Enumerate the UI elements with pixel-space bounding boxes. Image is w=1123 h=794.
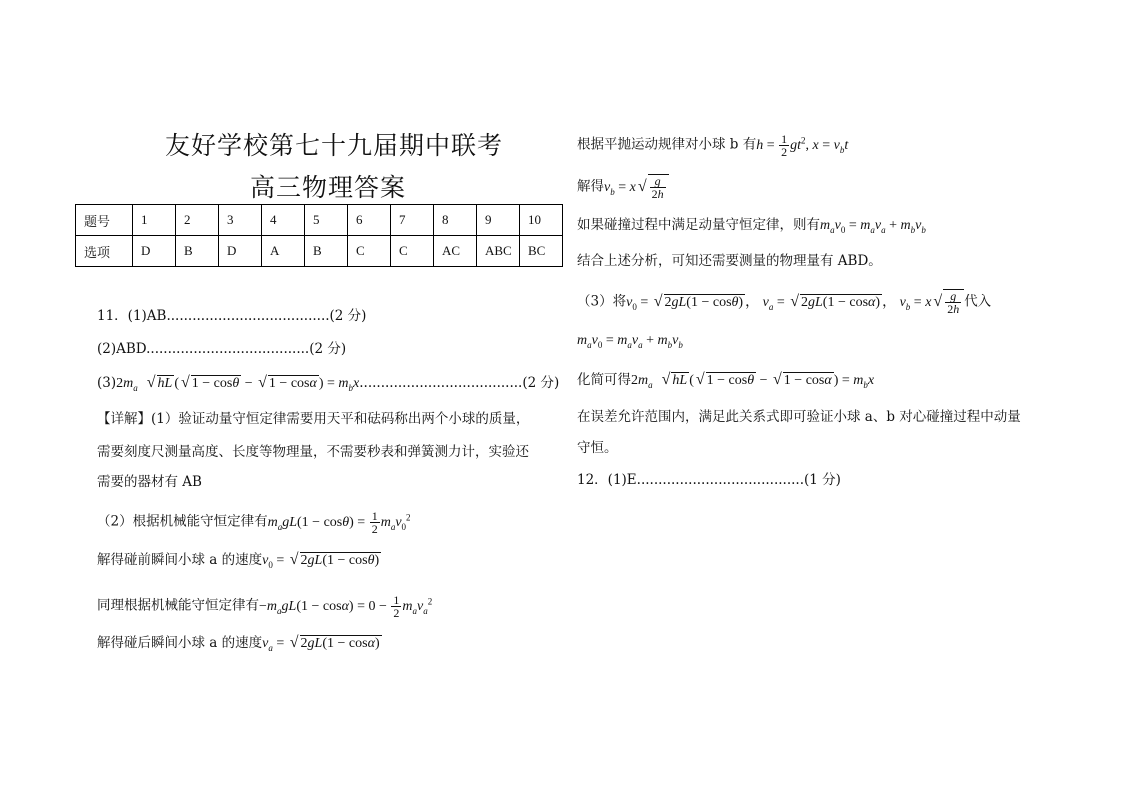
table-cell: 4 — [262, 205, 305, 236]
momentum-formula: $m_av_0 = m_av_a + m_bv_b$ — [820, 218, 926, 235]
va-prefix: 解得碰后瞬间小球 a 的速度 — [97, 635, 263, 651]
detail-line-3: 需要的器材有 AB — [97, 474, 202, 490]
error-line-2: 守恒。 — [577, 440, 618, 456]
table-cell: D — [133, 236, 176, 267]
table-cell: 5 — [305, 205, 348, 236]
vb-formula: $v_b = x$ √ $\frac{g}{2h}$ — [604, 180, 669, 195]
table-cell: 7 — [391, 205, 434, 236]
momentum-prefix: 如果碰撞过程中满足动量守恒定律，则有 — [577, 217, 820, 233]
table-cell: BC — [520, 236, 563, 267]
table-cell: D — [219, 236, 262, 267]
table-cell: 3 — [219, 205, 262, 236]
v0-line — [97, 551, 381, 574]
q12-part1: 12．(1)E.......................................(1 分) — [577, 472, 841, 488]
table-cell: C — [348, 236, 391, 267]
substitute-prefix: （3）将 — [577, 293, 627, 310]
q11-part3-prefix: (3) — [97, 375, 117, 391]
table-cell: 8 — [434, 205, 477, 236]
table-cell: C — [391, 236, 434, 267]
table-header-cell: 选项 — [76, 236, 133, 267]
table-cell: B — [176, 236, 219, 267]
table-cell: ABC — [477, 236, 520, 267]
detail-part2 — [97, 508, 411, 535]
energy-after-formula: $-m_agL(1 - \cos\alpha) = 0$ − $\frac{1}{2}$ $m_av_a^2$ — [259, 592, 433, 620]
vb-prefix: 解得 — [577, 178, 604, 195]
page-subtitle: 高三物理答案 — [250, 173, 407, 202]
table-cell: AC — [434, 236, 477, 267]
table-row-answers — [76, 236, 563, 267]
q11-part2: (2)ABD......................................(2 分) — [97, 341, 347, 357]
table-cell: 2 — [176, 205, 219, 236]
q11-part3 — [97, 374, 559, 397]
table-cell: 1 — [133, 205, 176, 236]
detail-line-1: 【详解】(1）验证动量守恒定律需要用天平和砝码称出两个小球的质量， — [97, 411, 530, 427]
same-principle-line — [97, 592, 432, 619]
table-cell: 9 — [477, 205, 520, 236]
page-title: 友好学校第七十九届期中联考 — [165, 131, 504, 160]
momentum-formula-repeat: $m_av_0 = m_av_a + m_bv_b$ — [577, 333, 683, 350]
detail-part2-prefix: （2）根据机械能守恒定律有 — [97, 513, 268, 530]
combine-line: 结合上述分析，可知还需要测量的物理量有 ABD。 — [577, 253, 882, 269]
projectile-prefix: 根据平抛运动规律对小球 b 有 — [577, 136, 757, 153]
projectile-line — [577, 131, 848, 158]
va-formula: $v_a$ = √ 2gL(1 − cosα) — [262, 634, 380, 653]
projectile-formula: h = $\frac{1}{2}$ $gt^2$, $x = v_bt$ — [756, 131, 849, 159]
q11-part3-suffix: ......................................(2 分) — [359, 375, 560, 391]
answer-table — [75, 204, 563, 267]
substitute-suffix: 代入 — [964, 293, 992, 310]
q11-part1: 11．(1)AB......................................(2 分) — [97, 308, 367, 324]
table-cell: 6 — [348, 205, 391, 236]
simplified-formula: $2m_a$ √ hL ( √ 1 − cosθ − √ 1 − cosα ) = $m_bx$ — [631, 371, 875, 390]
substitute-line — [577, 289, 991, 316]
momentum-line — [577, 216, 926, 239]
same-principle-prefix: 同理根据机械能守恒定律有 — [97, 597, 259, 614]
va-line — [97, 634, 382, 657]
table-cell: B — [305, 236, 348, 267]
vb-line — [577, 174, 669, 201]
simplify-line — [577, 371, 874, 394]
substitute-formulas: $v_0$ = √ 2gL(1 − cosθ) ， $v_a$ = √ 2gL(1 − cosα) ， $v_b = x$ √ $\frac{g}{2h}$ — [626, 295, 964, 310]
v0-prefix: 解得碰前瞬间小球 a 的速度 — [97, 552, 263, 568]
energy-conservation-formula: $m_agL(1 - \cos\theta)$ = $\frac{1}{2}$ $m_av_0^2$ — [267, 508, 411, 536]
q11-part3-formula: $2m_a$ √ hL ( √ 1 − cosθ − √ 1 − cosα ) = $m_bx$ — [116, 374, 360, 393]
table-row-numbers — [76, 205, 563, 236]
v0-formula: $v_0$ = √ 2gL(1 − cosθ) — [262, 551, 380, 570]
detail-line-2: 需要刻度尺测量高度、长度等物理量，不需要秒表和弹簧测力计，实验还 — [97, 444, 529, 460]
simplify-prefix: 化简可得 — [577, 372, 631, 388]
error-line-1: 在误差允许范围内，满足此关系式即可验证小球 a、b 对心碰撞过程中动量 — [577, 409, 1021, 425]
table-cell: 10 — [520, 205, 563, 236]
table-header-cell: 题号 — [76, 205, 133, 236]
table-cell: A — [262, 236, 305, 267]
